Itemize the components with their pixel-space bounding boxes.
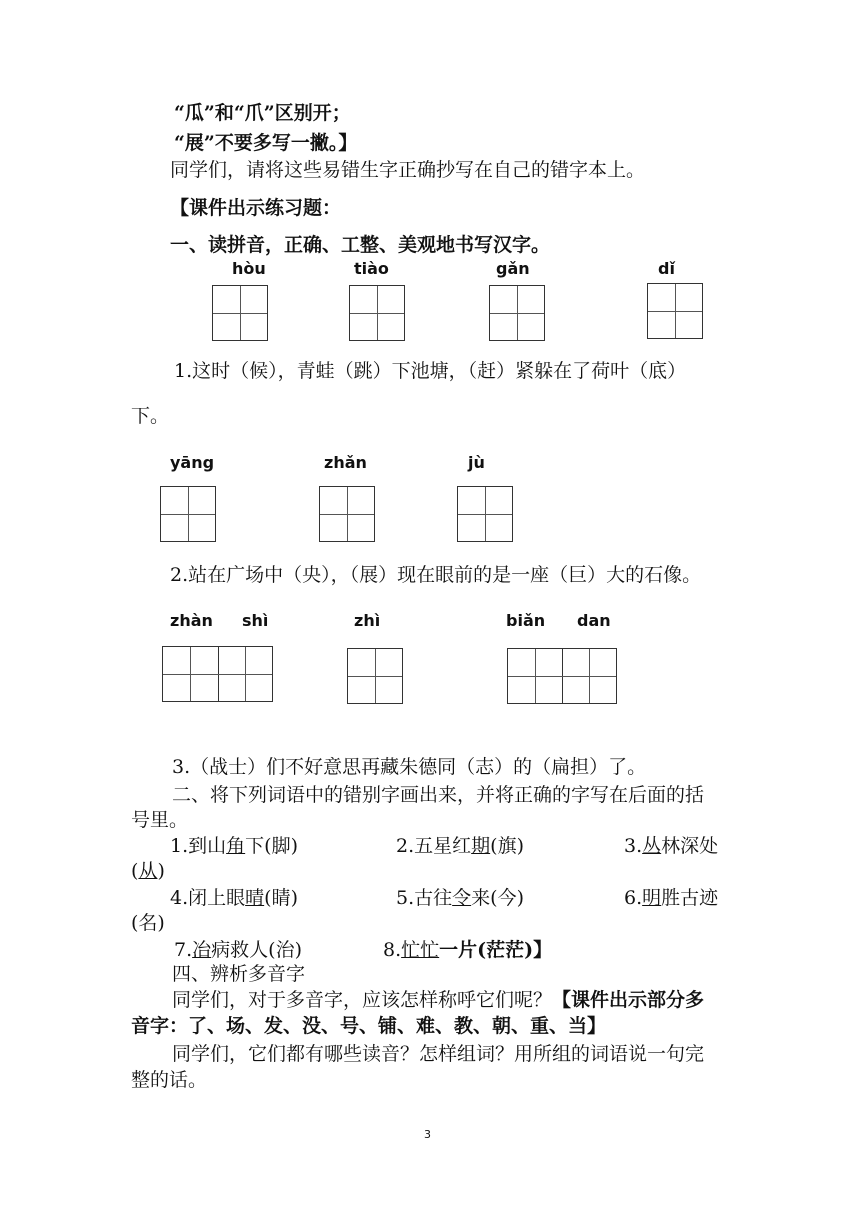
sentence-1-end: 下。 [131,405,170,427]
pinyin-label: hòu [232,259,266,278]
exercise-item: 3.丛林深处 [624,835,719,857]
exercise-item-answer: (从) [131,860,165,882]
writing-grid-double[interactable] [507,648,617,704]
pinyin-label: shì [242,611,269,630]
writing-grid[interactable] [489,285,545,341]
pinyin-label: zhǎn [324,453,367,472]
section-1-title: 一、读拼音，正确、工整、美观地书写汉字。 [170,234,551,256]
section-2-title: 二、将下列词语中的错别字画出来，并将正确的字写在后面的括 [172,784,705,806]
pinyin-label: yāng [170,453,215,472]
exercise-item: 8.忙忙一片(茫茫)】 [383,939,553,961]
exercise-item: 2.五星红期(旗) [396,835,524,857]
paragraph-cont: 整的话。 [131,1069,208,1091]
writing-grid[interactable] [347,648,403,704]
line-4: 【课件出示练习题： [170,197,342,219]
exercise-item-answer: (名) [131,912,165,934]
writing-grid[interactable] [160,486,216,542]
exercise-item: 7.冶病救人(治) [174,939,302,961]
pinyin-label: dǐ [658,259,675,278]
pinyin-label: jù [468,453,485,472]
line-2: “展”不要多写一撇。】 [174,132,358,154]
pinyin-label: gǎn [496,259,530,278]
writing-grid[interactable] [319,486,375,542]
exercise-item: 5.古往令来(今) [396,887,524,909]
writing-grid[interactable] [349,285,405,341]
section-4-title: 四、辨析多音字 [172,963,306,985]
writing-grid[interactable] [457,486,513,542]
writing-grid[interactable] [212,285,268,341]
exercise-item: 1.到山角下(脚) [170,835,298,857]
sentence-1: 1.这时（候），青蛙（跳）下池塘，（赶）紧躲在了荷叶（底） [174,360,687,382]
pinyin-label: biǎn [506,611,546,630]
paragraph: 同学们，它们都有哪些读音？怎样组词？用所组的词语说一句完 [172,1043,705,1065]
sentence-3: 3.（战士）们不好意思再藏朱德同（志）的（扁担）了。 [172,756,647,778]
page-number: 3 [424,1128,431,1141]
writing-grid[interactable] [647,283,703,339]
line-1: “瓜”和“爪”区别开； [174,102,351,124]
paragraph-cont: 音字：了、场、发、没、号、铺、难、教、朝、重、当】 [131,1015,607,1037]
line-3: 同学们，请将这些易错生字正确抄写在自己的错字本上。 [170,159,646,181]
sentence-2: 2.站在广场中（央），（展）现在眼前的是一座（巨）大的石像。 [170,564,702,586]
writing-grid-double[interactable] [162,646,273,702]
paragraph: 同学们，对于多音字，应该怎样称呼它们呢？【课件出示部分多 [172,989,705,1011]
pinyin-label: dan [577,611,611,630]
pinyin-label: zhì [354,611,381,630]
exercise-item: 4.闭上眼晴(睛) [170,887,298,909]
exercise-item: 6.明胜古迹 [624,887,719,909]
pinyin-label: zhàn [170,611,213,630]
section-2-title-end: 号里。 [131,809,189,831]
pinyin-label: tiào [354,259,389,278]
